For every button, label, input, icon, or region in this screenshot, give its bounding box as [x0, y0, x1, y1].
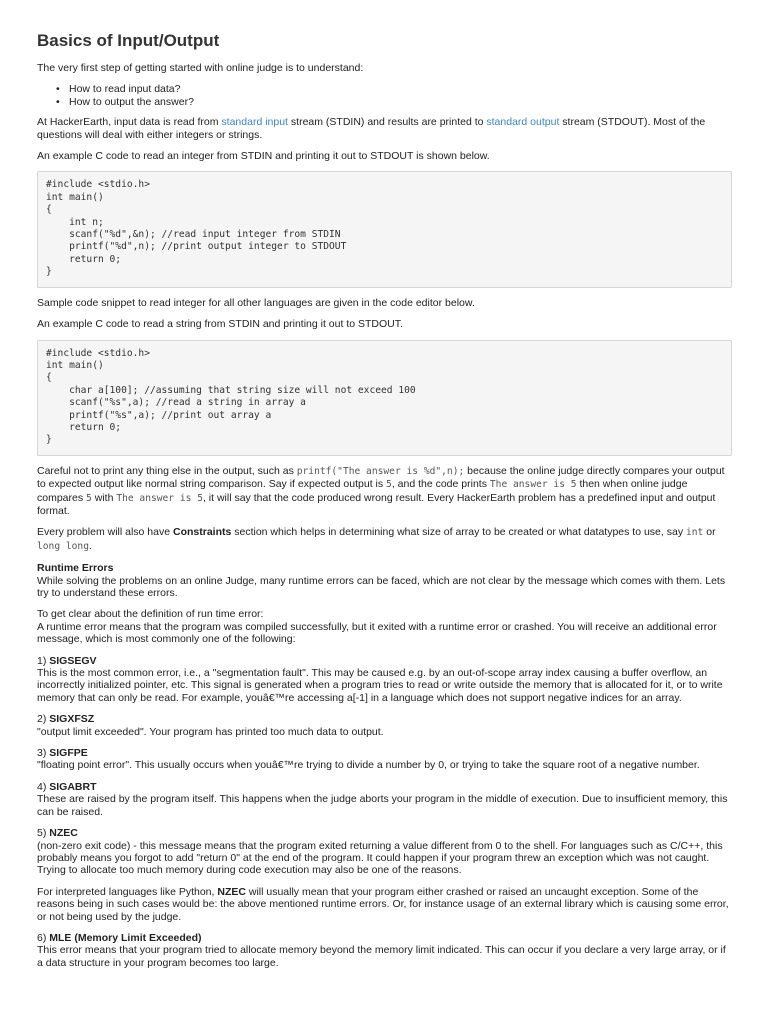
list-item: • How to output the answer?	[56, 95, 194, 108]
io-paragraph: At HackerEarth, input data is read from standard input stream (STDIN) and results are printed to standard output stream (STDOUT). Most of the questions will deal with either integers or strings.	[37, 116, 706, 141]
inline-code: 5	[86, 492, 92, 504]
error-description: This error means that your program tried to allocate memory beyond the memory limit indicated. This can occur if you declare a very large array, or if a data structure in your program becomes too large.	[37, 944, 726, 969]
error-item: 5) NZEC (non-zero exit code) - this message means that the program exited returning a value different from 0 to the shell. For languages such as C/C++, this probably means you forgot to add "return 0" at the end of the program. It could happen if your program threw an exception which was not caught. Trying to allocate too much memory during code execution may also be one of the reasons.	[37, 827, 723, 877]
intro-text: The very first step of getting started with online judge is to understand:	[37, 62, 364, 74]
careful-paragraph: Careful not to print any thing else in the output, such as printf("The answer is %d",n); because the online judge directly compares your output to expected output like normal string comparison. Say if expected output is 5, and the code prints The answer is 5 then when online judge compares 5 with The answer is 5, it will say that the code produced wrong result. Every HackerEarth problem has a predefined input and output format.	[37, 464, 725, 517]
error-item: 2) SIGXFSZ "output limit exceeded". Your program has printed too much data to output.	[37, 713, 384, 738]
error-name: SIGFPE	[49, 747, 88, 760]
inline-code: 5	[386, 479, 392, 491]
list-item: • How to read input data?	[56, 83, 181, 96]
inline-code: The answer is 5	[116, 492, 203, 504]
error-name: SIGABRT	[49, 780, 97, 793]
error-description: These are raised by the program itself. This happens when the judge aborts your program in the middle of execution. Due to insufficient memory, this can be raised.	[37, 793, 728, 818]
example2-caption: An example C code to read a string from STDIN and printing it out to STDOUT.	[37, 318, 403, 331]
bullet-icon: •	[56, 95, 60, 108]
error-name: MLE (Memory Limit Exceeded)	[49, 931, 202, 944]
sample-note: Sample code snippet to read integer for all other languages are given in the code editor below.	[37, 296, 475, 309]
standard-output-link[interactable]: standard output	[486, 116, 560, 129]
question-list	[37, 83, 732, 108]
example1-caption: An example C code to read an integer from STDIN and printing it out to STDOUT is shown below.	[37, 150, 490, 163]
error-description: (non-zero exit code) - this message means that the program exited returning a value different from 0 to the shell. For languages such as C/C++, this probably means you forgot to add "return 0" at the end of the program. It could happen if your program threw an exception which was not caught. Trying to allocate too much memory during code execution may also be one of the reasons.	[37, 839, 723, 877]
inline-code: printf("The answer is %d",n);	[296, 465, 465, 477]
page-title: Basics of Input/Output	[37, 31, 220, 50]
inline-code: The answer is 5	[489, 479, 577, 491]
standard-input-link[interactable]: standard input	[221, 116, 288, 129]
error-name: SIGSEGV	[49, 654, 97, 667]
constraints-keyword: Constraints	[172, 526, 232, 539]
error-description: This is the most common error, i.e., a "segmentation fault". This may be caused e.g. by an out-of-scope array index causing a buffer overflow, an incorrectly initialized pointer, etc. This signal is generated when a program tries to read or write outside the memory that is allocated for it, or to write memory that can only be read. For example, youâ€™re accessing a[-1] in a language which does not support negative indices for an array.	[37, 667, 723, 704]
code-block-string: #include <stdio.h> int main() { char a[100]; //assuming that string size will not exceed 100 scanf("%s",a); //read a string in array a printf("%s",a); //print out array a return 0; }	[37, 340, 732, 456]
interpreted-paragraph: For interpreted languages like Python, NZEC will usually mean that your program either crashed or raised an uncaught exception. Some of the reasons being in such cases would be: the above mentioned runtime errors. Or, for instance usage of an external library which is causing some error, or not being used by the judge.	[37, 885, 729, 923]
code-block-integer: #include <stdio.h> int main() { int n; scanf("%d",&n); //read input integer from STDIN printf("%d",n); //print output integer to STDOUT return 0; }	[37, 171, 732, 287]
bullet-icon: •	[56, 83, 60, 96]
section-heading: Runtime Errors	[37, 562, 114, 575]
definition-section: To get clear about the definition of run time error: A runtime error means that the program was compiled successfully, but it exited with a runtime error or crashed. You will receive an additional error message, which is most commonly one of the following:	[37, 608, 717, 646]
inline-code: int	[686, 527, 704, 539]
runtime-intro: While solving the problems on an online Judge, many runtime errors can be faced, which are not clear by the message which comes with them. Lets try to understand these errors.	[37, 574, 726, 599]
error-description: "output limit exceeded". Your program has printed too much data to output.	[37, 725, 384, 738]
error-name: SIGXFSZ	[49, 713, 95, 726]
constraints-paragraph: Every problem will also have Constraints section which helps in determining what size of array to be created or what datatypes to use, say int or long long.	[37, 526, 716, 552]
error-description: "floating point error". This usually occurs when youâ€™re trying to divide a number by 0, or trying to take the square root of a negative number.	[37, 759, 700, 772]
error-item: 3) SIGFPE "floating point error". This usually occurs when youâ€™re trying to divide a number by 0, or trying to take the square root of a negative number.	[37, 747, 700, 772]
error-item-mle: 6) MLE (Memory Limit Exceeded) This error means that your program tried to allocate memory beyond the memory limit indicated. This can occur if you declare a very large array, or if a data structure in your program becomes too large.	[37, 931, 726, 969]
error-item: 4) SIGABRT These are raised by the program itself. This happens when the judge aborts your program in the middle of execution. Due to insufficient memory, this can be raised.	[37, 780, 728, 818]
error-name: NZEC	[49, 827, 78, 840]
runtime-errors-section	[37, 562, 732, 599]
nzec-keyword: NZEC	[217, 885, 246, 898]
error-item: 1) SIGSEGV This is the most common error, i.e., a "segmentation fault". This may be caused e.g. by an out-of-scope array index causing a buffer overflow, an incorrectly initialized pointer, etc. This signal is generated when a program tries to read or write outside the memory that is allocated for it, or to write memory that can only be read. For example, youâ€™re accessing a[-1] in a language which does not support negative indices for an array.	[37, 654, 723, 704]
inline-code: long long	[37, 540, 89, 552]
